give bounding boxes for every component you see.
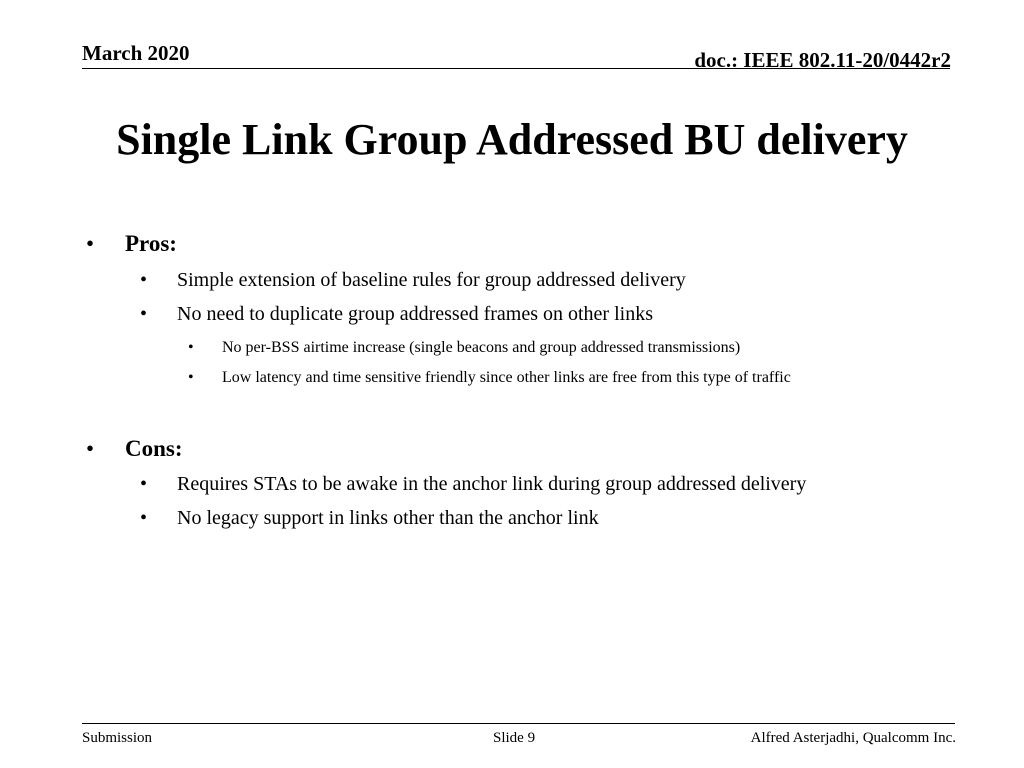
section-heading-cons: Cons: <box>125 436 183 461</box>
list-item: Simple extension of baseline rules for group addressed delivery <box>177 269 686 291</box>
slide-title: Single Link Group Addressed BU delivery <box>116 115 908 164</box>
sub-list-item: Low latency and time sensitive friendly since other links are free from this type of traffic <box>222 369 791 386</box>
bullet-icon: • <box>188 339 194 356</box>
bullet-icon: • <box>86 231 95 256</box>
bullet-icon: • <box>140 303 148 325</box>
bullet-icon: • <box>140 507 148 529</box>
footer-submission: Submission <box>82 730 153 746</box>
header-divider <box>82 68 950 69</box>
header-doc-id: doc.: IEEE 802.11-20/0442r2 <box>694 48 951 72</box>
header-date: March 2020 <box>82 41 190 65</box>
section-heading-pros: Pros: <box>125 231 177 256</box>
bullet-icon: • <box>140 473 148 495</box>
footer-divider <box>82 723 955 724</box>
list-item: Requires STAs to be awake in the anchor link during group addressed delivery <box>177 473 807 495</box>
sub-list-item: No per-BSS airtime increase (single beacons and group addressed transmissions) <box>222 339 741 356</box>
bullet-icon: • <box>86 436 95 461</box>
footer-author: Alfred Asterjadhi, Qualcomm Inc. <box>750 730 956 746</box>
bullet-icon: • <box>188 369 194 386</box>
list-item: No need to duplicate group addressed frames on other links <box>177 303 653 325</box>
bullet-icon: • <box>140 269 148 291</box>
list-item: No legacy support in links other than the anchor link <box>177 507 599 529</box>
footer-slide-number: Slide 9 <box>493 730 536 746</box>
